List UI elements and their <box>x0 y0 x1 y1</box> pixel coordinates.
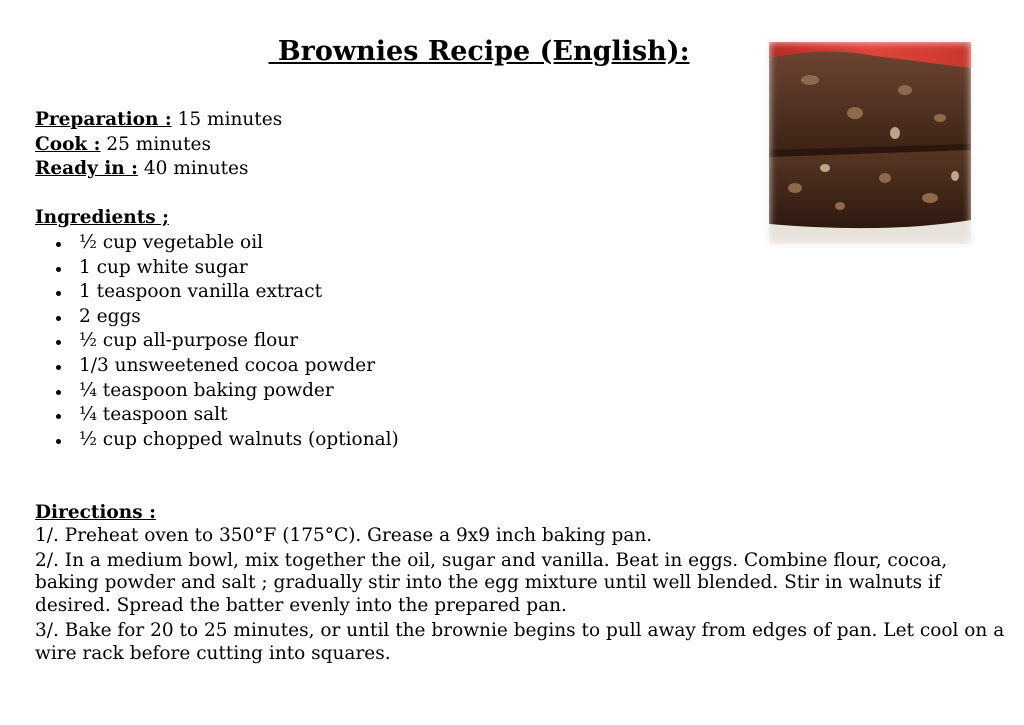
cook-time-value: 25 minutes <box>100 133 211 155</box>
ingredient-text: ½ cup chopped walnuts (optional) <box>79 428 399 450</box>
ingredient-text: 2 eggs <box>79 305 141 327</box>
directions-heading: Directions : <box>35 502 156 523</box>
bullet-icon <box>56 340 61 345</box>
ingredients-heading: Ingredients ; <box>35 207 169 228</box>
bullet-icon <box>56 390 61 395</box>
directions-body <box>35 525 1010 667</box>
bullet-icon <box>56 365 61 370</box>
ingredient-text: 1 cup white sugar <box>79 256 248 278</box>
ingredient-item <box>35 305 399 330</box>
ingredient-text: ½ cup all-purpose flour <box>79 330 299 352</box>
bullet-icon <box>56 414 61 419</box>
prep-time-value: 15 minutes <box>171 109 283 130</box>
ready-time-row <box>35 157 282 182</box>
direction-step: 2/. In a medium bowl, mix together the oil, sugar and vanilla. Beat in eggs. Combine flour, cocoa, baking powder and salt ; gradually stir into the egg mixture until well blended. Stir in walnuts if desired. Spread the batter evenly into the prepared pan. <box>35 549 948 617</box>
ready-time-value: 40 minutes <box>138 158 249 179</box>
ingredient-item <box>35 329 399 354</box>
recipe-title: Brownies Recipe (English): <box>268 36 690 67</box>
ingredient-text: 1/3 unsweetened cocoa powder <box>79 354 376 376</box>
bullet-icon <box>56 267 61 272</box>
ingredient-text: 1 teaspoon vanilla extract <box>79 281 323 303</box>
ready-time-label: Ready in : <box>35 158 139 179</box>
bullet-icon <box>56 316 61 321</box>
prep-time-label: Preparation : <box>35 109 172 130</box>
ingredient-item <box>35 280 399 305</box>
direction-step: 1/. Preheat oven to 350°F (175°C). Grease a 9x9 inch baking pan. <box>35 525 653 546</box>
cook-time-row <box>35 133 282 158</box>
recipe-times <box>35 108 282 182</box>
ingredient-text: ½ cup vegetable oil <box>79 232 264 253</box>
brownie-illustration <box>765 38 975 248</box>
bullet-icon <box>56 242 61 247</box>
ingredient-item <box>35 231 399 256</box>
ingredient-item <box>35 256 399 281</box>
ingredient-item <box>35 403 399 428</box>
bullet-icon <box>56 291 61 296</box>
ingredient-item <box>35 354 399 379</box>
bullet-icon <box>56 439 61 444</box>
ingredient-item <box>35 379 399 404</box>
ingredient-item <box>35 428 399 453</box>
ingredient-text: ¼ teaspoon baking powder <box>79 379 334 401</box>
ingredient-text: ¼ teaspoon salt <box>79 404 228 426</box>
brownie-photo <box>765 38 975 248</box>
direction-step: 3/. Bake for 20 to 25 minutes, or until the brownie begins to pull away from edges of pan. Let cool on a wire rack before cutting into squares. <box>35 619 1005 664</box>
prep-time-row <box>35 108 282 133</box>
ingredients-list <box>35 231 399 452</box>
cook-time-label: Cook : <box>35 133 101 155</box>
